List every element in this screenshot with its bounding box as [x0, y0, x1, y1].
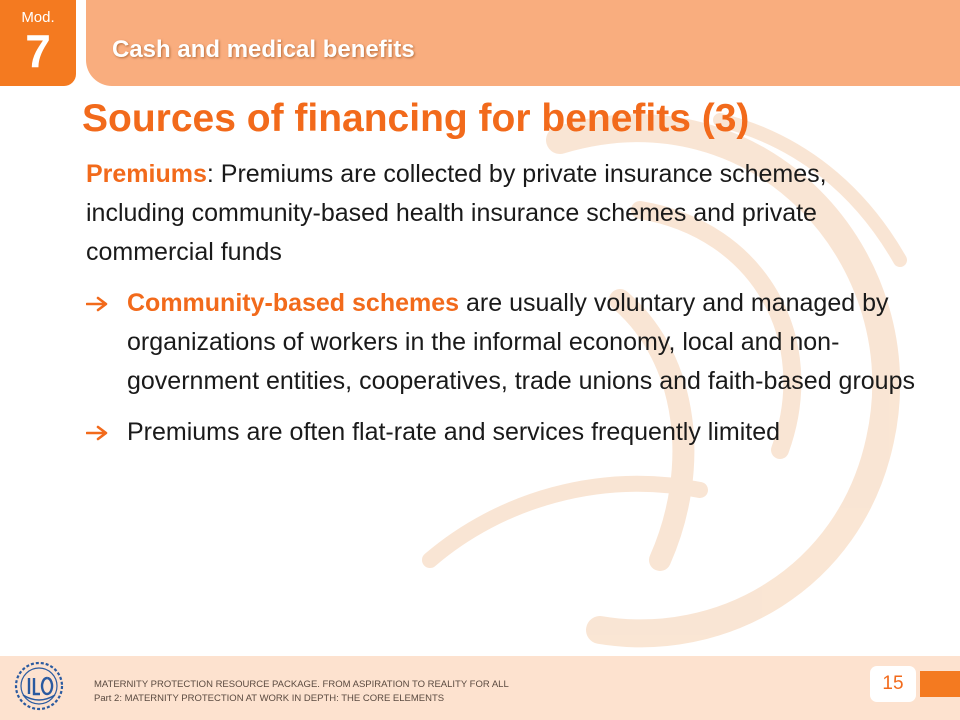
intro-text: : Premiums are collected by private insurance schemes, including community-based health insurance schemes and private commercial funds [86, 160, 827, 266]
slide-title: Sources of financing for benefits (3) [82, 97, 750, 140]
footer-text [94, 678, 509, 706]
intro-term: Premiums [86, 160, 207, 188]
intro-paragraph [86, 155, 926, 272]
bullet-text: Premiums are often flat-rate and services frequently limited [127, 418, 781, 446]
page-number: 15 [870, 666, 916, 702]
ilo-logo-icon [14, 661, 64, 711]
list-item [86, 413, 926, 452]
page-number-strip [920, 671, 960, 697]
list-item [86, 284, 926, 401]
bullet-term: Community-based schemes [127, 289, 460, 317]
footer-line-1: MATERNITY PROTECTION RESOURCE PACKAGE. FROM ASPIRATION TO REALITY FOR ALL [94, 679, 509, 690]
module-tab [0, 0, 76, 86]
right-arrow-icon [86, 425, 110, 441]
module-label: Mod. [21, 9, 55, 26]
section-title: Cash and medical benefits [112, 36, 415, 63]
footer-line-2: Part 2: MATERNITY PROTECTION AT WORK IN DEPTH: THE CORE ELEMENTS [94, 693, 445, 704]
slide-content [86, 155, 926, 452]
bullet-list [86, 284, 926, 452]
right-arrow-icon [86, 296, 110, 312]
bullet-text: are usually voluntary and managed by organizations of workers in the informal economy, local and non-government entities, cooperatives, trade unions and faith-based groups [127, 289, 915, 395]
module-number: 7 [25, 25, 51, 77]
